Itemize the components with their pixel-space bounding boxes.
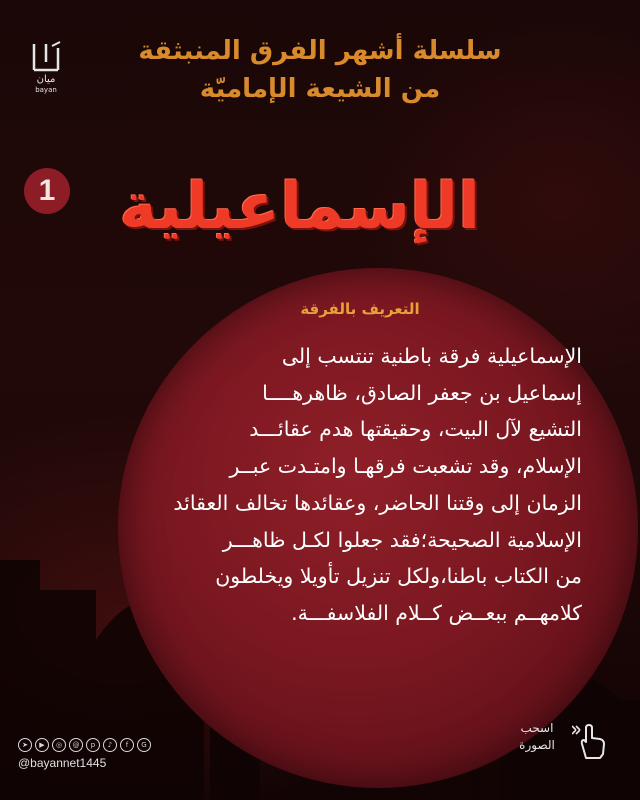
logo-subtext: bayan: [35, 86, 57, 94]
youtube-icon[interactable]: ▶: [35, 738, 49, 752]
bayan-logo: [24, 40, 68, 92]
logo-text: ميان: [36, 74, 56, 85]
telegram-icon[interactable]: ➤: [18, 738, 32, 752]
instagram-icon[interactable]: ◎: [52, 738, 66, 752]
main-title: الإسماعيلية: [119, 170, 480, 244]
swipe-label-line2: الصورة: [519, 738, 555, 752]
series-title-line2: من الشيعة الإماميّة: [199, 74, 441, 104]
logo-mark-icon: [26, 40, 66, 74]
body-line: الإسلامية الصحيحة؛فقد جعلوا لكـل ظاهـــر: [222, 527, 582, 552]
section-label: التعريف بالفرقة: [300, 300, 420, 318]
body-line: الإسلام، وقد تشعبت فرقهـا وامتـدت عبــر: [229, 454, 582, 479]
body-line: الزمان إلى وقتنا الحاضر، وعقائدها تخالف العقائد: [173, 490, 582, 515]
social-icons-row: [18, 738, 151, 754]
body-line: من الكتاب باطنا،ولكل تنزيل تأويلا ويخلطون: [215, 564, 582, 589]
swipe-hand-icon: [572, 720, 612, 760]
threads-icon[interactable]: @: [69, 738, 83, 752]
facebook-icon[interactable]: f: [120, 738, 134, 752]
body-line: كلامهــم ببعــض كــلام الفلاسفـــة.: [291, 600, 582, 625]
google-icon[interactable]: G: [137, 738, 151, 752]
body-line: الإسماعيلية فرقة باطنية تنتسب إلى: [281, 344, 582, 368]
series-title-line1: سلسلة أشهر الفرق المنبثقة: [138, 36, 502, 66]
body-text: [84, 338, 582, 632]
social-handle: @bayannet1445: [18, 756, 107, 770]
tiktok-icon[interactable]: ♪: [103, 738, 117, 752]
pinterest-icon[interactable]: p: [86, 738, 100, 752]
swipe-label: [512, 720, 562, 754]
episode-number-badge: 1: [24, 168, 70, 214]
swipe-hint: [516, 716, 612, 776]
body-line: التشيع لآل البيت، وحقيقتها هدم عقائـــد: [249, 417, 582, 442]
body-line: إسماعيل بن جعفر الصادق، ظاهرهــــا: [262, 380, 582, 405]
swipe-label-line1: اسحب: [520, 721, 554, 735]
